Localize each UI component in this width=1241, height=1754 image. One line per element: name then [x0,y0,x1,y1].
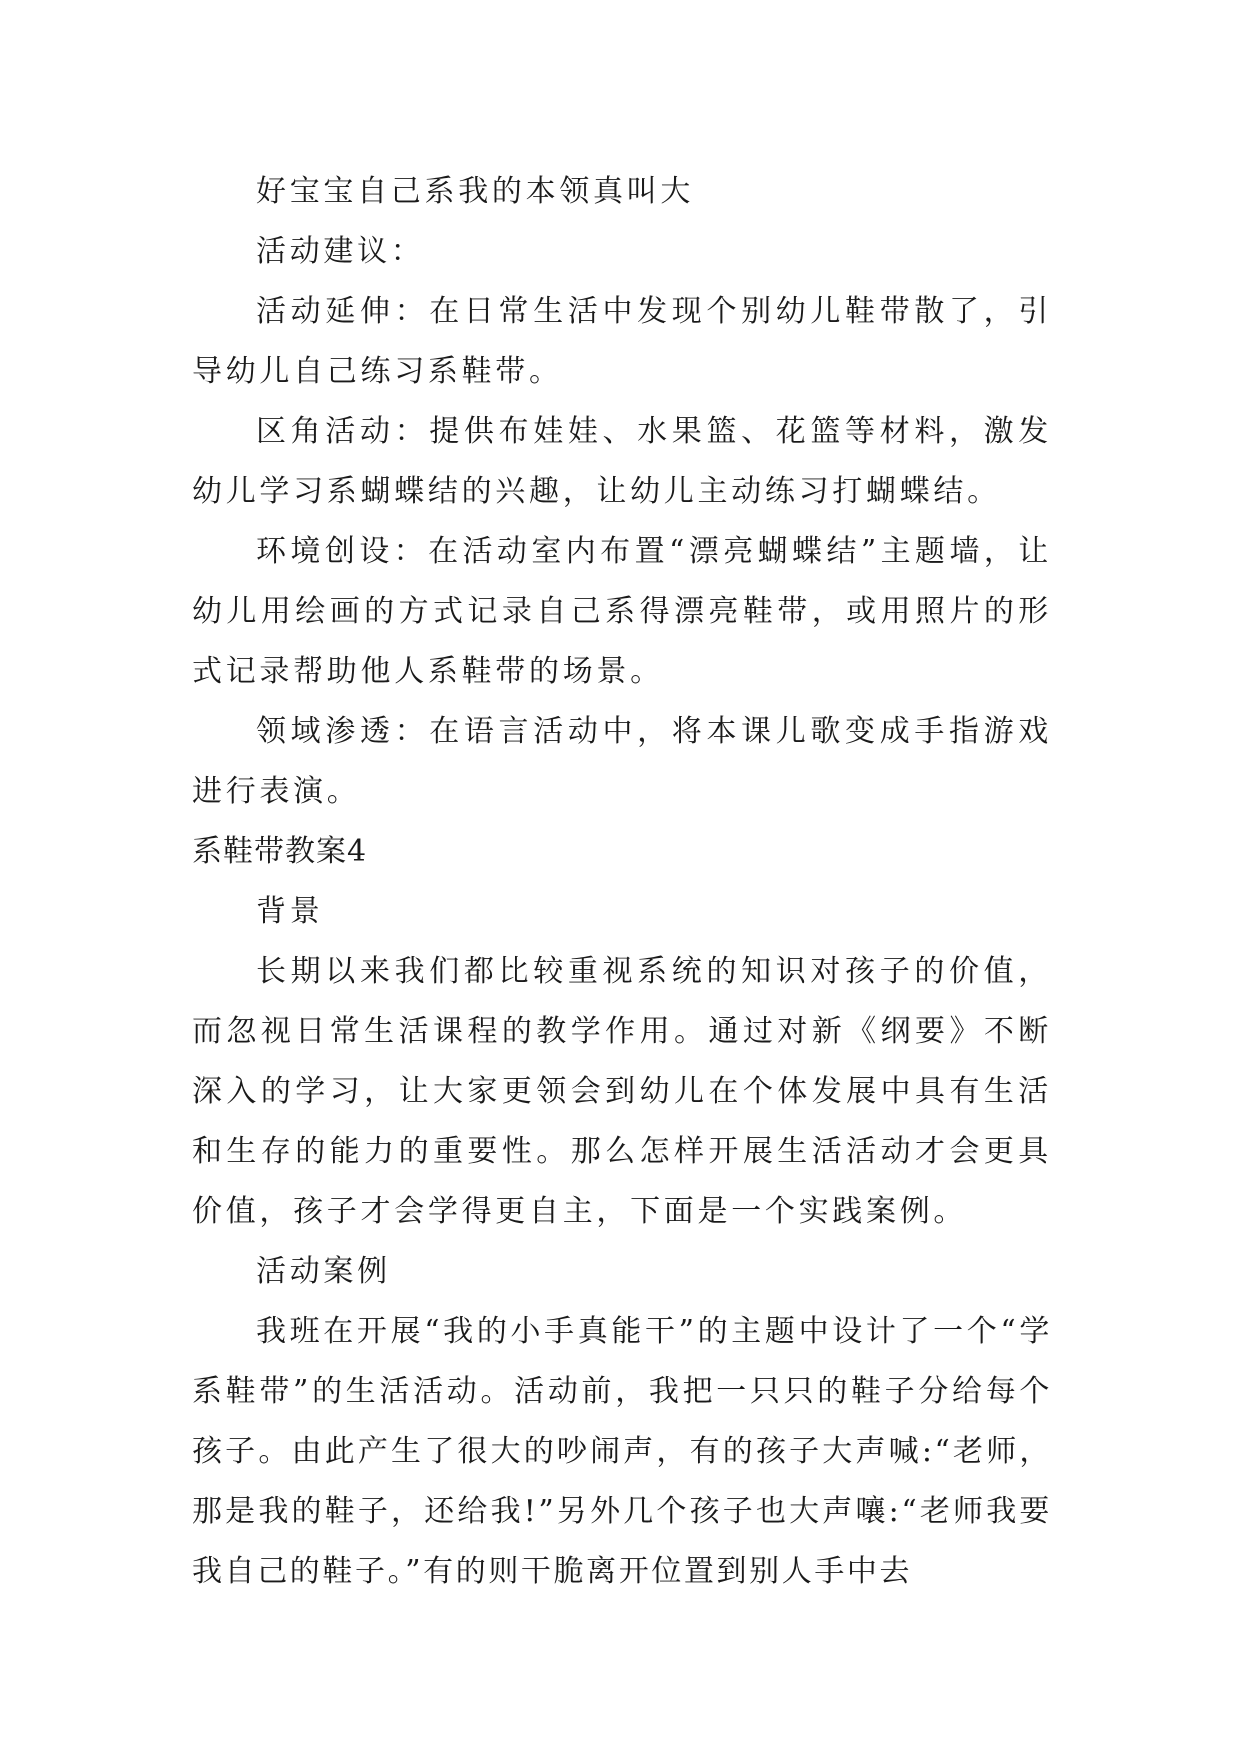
section-heading: 系鞋带教案4 [192,834,368,869]
paragraph-background-title: 背景 [256,894,324,929]
paragraph-background-body: 长期以来我们都比较重视系统的知识对孩子的价值，而忽视日常生活课程的教学作用。通过对新《纲要》不断深入的学习，让大家更领会到幼儿在个体发展中具有生活和生存的能力的重要性。那么怎样开展生活活动才会更具价值，孩子才会学得更自主，下面是一个实践案例。 [192,954,1052,1229]
paragraph-case-title: 活动案例 [256,1254,391,1289]
paragraph-activity-extension: 活动延伸：在日常生活中发现个别幼儿鞋带散了，引导幼儿自己练习系鞋带。 [192,294,1052,389]
paragraph-activity-suggestions: 活动建议： [256,234,425,269]
paragraph-song-line: 好宝宝自己系我的本领真叫大 [256,174,695,209]
paragraph-corner-activity: 区角活动：提供布娃娃、水果篮、花篮等材料，激发幼儿学习系蝴蝶结的兴趣，让幼儿主动练习打蝴蝶结。 [192,414,1052,509]
document-body [192,162,1052,1602]
paragraph-environment-creation: 环境创设：在活动室内布置“漂亮蝴蝶结”主题墙，让幼儿用绘画的方式记录自己系得漂亮鞋带，或用照片的形式记录帮助他人系鞋带的场景。 [192,534,1052,689]
paragraph-domain-integration: 领域渗透：在语言活动中，将本课儿歌变成手指游戏进行表演。 [192,714,1052,809]
paragraph-case-body: 我班在开展“我的小手真能干”的主题中设计了一个“学系鞋带”的生活活动。活动前，我把一只只的鞋子分给每个孩子。由此产生了很大的吵闹声，有的孩子大声喊:“老师，那是我的鞋子，还给我!”另外几个孩子也大声嚷:“老师我要我自己的鞋子。”有的则干脆离开位置到别人手中去 [192,1314,1052,1589]
